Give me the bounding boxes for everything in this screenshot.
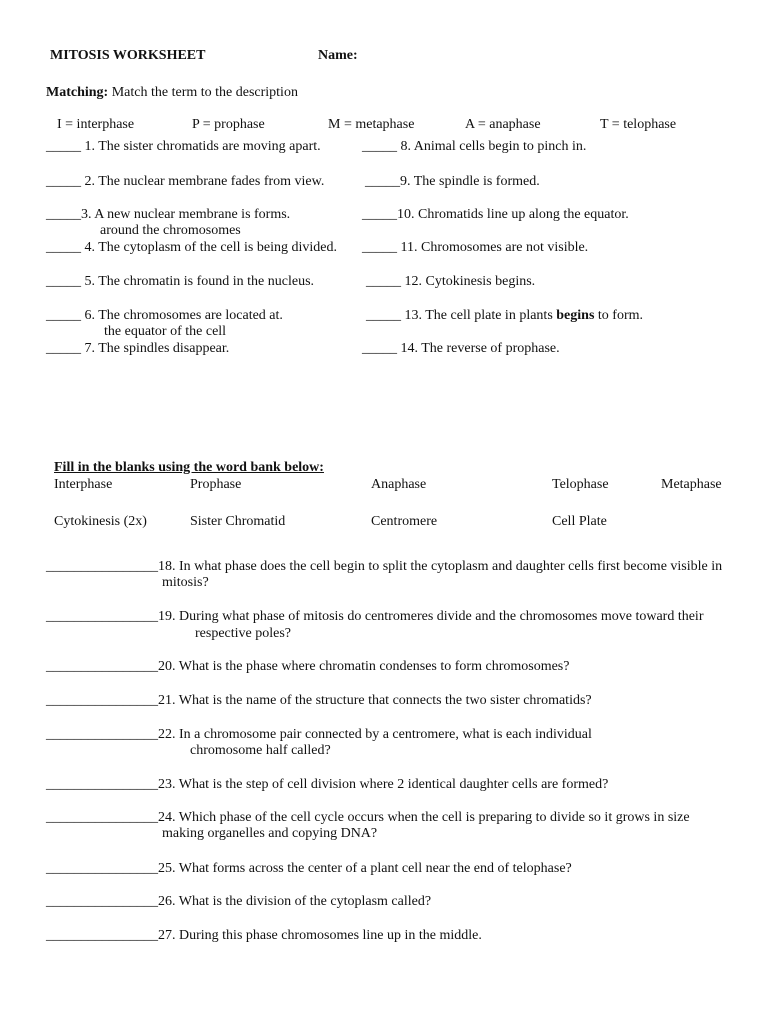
item-text: The reverse of prophase. [421,341,560,356]
item-text: The cytoplasm of the cell is being divided. [98,240,337,255]
matching-label: Matching: [46,85,109,100]
matching-item-3-cont: around the chromosomes [100,223,241,238]
question-23 [46,777,608,793]
question-text: During this phase chromosomes line up in the middle. [179,928,482,943]
answer-blank[interactable]: ________________ [46,559,158,574]
answer-blank[interactable]: _____ 2. [46,174,95,189]
answer-blank[interactable]: ________________ [46,928,158,943]
question-22 [46,727,592,743]
word-bank-centromere: Centromere [371,514,438,529]
matching-item-5 [46,274,314,290]
matching-instruction [46,85,298,101]
answer-blank[interactable]: _____ 6. [46,308,95,323]
question-text: During what phase of mitosis do centromeres divide and the chromosomes move toward their [179,609,704,624]
question-27 [46,928,482,944]
item-text: The spindles disappear. [98,341,230,356]
answer-blank[interactable]: _____ 4. [46,240,95,255]
word-bank-metaphase: Metaphase [661,477,722,492]
word-bank-interphase: Interphase [54,477,113,492]
question-text: What is the name of the structure that connects the two sister chromatids? [178,693,592,708]
question-20 [46,659,569,675]
answer-blank[interactable]: ________________ [46,777,158,792]
question-number: 25. [158,861,176,876]
item-text: Chromatids line up along the equator. [418,207,629,222]
fill-heading: Fill in the blanks using the word bank below: [54,460,324,475]
key-anaphase: A = anaphase [465,117,541,132]
matching-item-4 [46,240,337,256]
question-number: 21. [158,693,176,708]
matching-item-8 [362,139,586,155]
question-24 [46,810,690,826]
question-24-cont: making organelles and copying DNA? [162,826,378,841]
question-19-cont: respective poles? [195,626,292,641]
question-26 [46,894,431,910]
matching-item-2 [46,174,324,190]
question-21 [46,693,592,709]
answer-blank[interactable]: _____ 12. [366,274,422,289]
question-25 [46,861,572,877]
item-text: Cytokinesis begins. [425,274,536,289]
answer-blank[interactable]: _____ 7. [46,341,95,356]
key-telophase: T = telophase [600,117,677,132]
name-label: Name: [318,48,358,63]
key-interphase: I = interphase [57,117,135,132]
item-text: The chromatin is found in the nucleus. [98,274,315,289]
matching-item-14 [362,341,560,357]
question-number: 18. [158,559,176,574]
word-bank-cell-plate: Cell Plate [552,514,607,529]
question-number: 23. [158,777,176,792]
question-number: 20. [158,659,176,674]
word-bank-prophase: Prophase [190,477,242,492]
answer-blank[interactable]: ________________ [46,894,158,909]
matching-item-12 [366,274,535,290]
matching-item-6 [46,308,283,324]
answer-blank[interactable]: _____9. [365,174,411,189]
question-text: What is the step of cell division where 2 identical daughter cells are formed? [178,777,609,792]
answer-blank[interactable]: _____ 13. [366,308,422,323]
matching-item-10 [362,207,629,223]
item-text: to form. [597,308,643,323]
answer-blank[interactable]: _____ 11. [362,240,418,255]
word-bank-telophase: Telophase [552,477,609,492]
item-text: The sister chromatids are moving apart. [98,139,321,154]
answer-blank[interactable]: _____3. [46,207,92,222]
question-text: In what phase does the cell begin to split the cytoplasm and daughter cells first become visible in [179,559,723,574]
answer-blank[interactable]: _____10. [362,207,415,222]
matching-item-1 [46,139,321,155]
key-metaphase: M = metaphase [328,117,415,132]
answer-blank[interactable]: ________________ [46,609,158,624]
answer-blank[interactable]: ________________ [46,861,158,876]
answer-blank[interactable]: _____ 8. [362,139,411,154]
question-text: What is the division of the cytoplasm called? [178,894,432,909]
matching-item-9 [365,174,540,190]
question-text: In a chromosome pair connected by a centromere, what is each individual [179,727,592,742]
answer-blank[interactable]: ________________ [46,659,158,674]
item-text: The chromosomes are located at. [98,308,283,323]
question-number: 27. [158,928,176,943]
answer-blank[interactable]: _____ 5. [46,274,95,289]
question-18 [46,559,722,575]
word-bank-sister-chromatid: Sister Chromatid [190,514,286,529]
question-number: 22. [158,727,176,742]
item-text: Chromosomes are not visible. [420,240,589,255]
matching-item-11 [362,240,588,256]
matching-item-3 [46,207,290,223]
question-22-cont: chromosome half called? [190,743,331,758]
question-19 [46,609,704,625]
question-number: 24. [158,810,176,825]
key-prophase: P = prophase [192,117,265,132]
matching-instruction-text: Match the term to the description [111,85,298,100]
answer-blank[interactable]: ________________ [46,693,158,708]
item-text: The nuclear membrane fades from view. [98,174,325,189]
question-number: 26. [158,894,176,909]
question-18-cont: mitosis? [162,575,209,590]
worksheet-title: MITOSIS WORKSHEET [50,48,206,63]
question-number: 19. [158,609,176,624]
item-text: A new nuclear membrane is forms. [94,207,291,222]
question-text: What is the phase where chromatin condenses to form chromosomes? [178,659,570,674]
word-bank-anaphase: Anaphase [371,477,427,492]
word-bank-cytokinesis: Cytokinesis (2x) [54,514,147,529]
answer-blank[interactable]: ________________ [46,727,158,742]
matching-item-7 [46,341,229,357]
item-text: The cell plate in plants [425,308,553,323]
matching-item-6-cont: the equator of the cell [104,324,227,339]
item-text-bold: begins [556,308,595,323]
matching-item-13 [366,308,643,324]
answer-blank[interactable]: _____ 1. [46,139,95,154]
answer-blank[interactable]: _____ 14. [362,341,418,356]
question-text: What forms across the center of a plant cell near the end of telophase? [178,861,572,876]
item-text: The spindle is formed. [413,174,540,189]
item-text: Animal cells begin to pinch in. [413,139,587,154]
answer-blank[interactable]: ________________ [46,810,158,825]
question-text: Which phase of the cell cycle occurs when the cell is preparing to divide so it grows in size [178,810,690,825]
